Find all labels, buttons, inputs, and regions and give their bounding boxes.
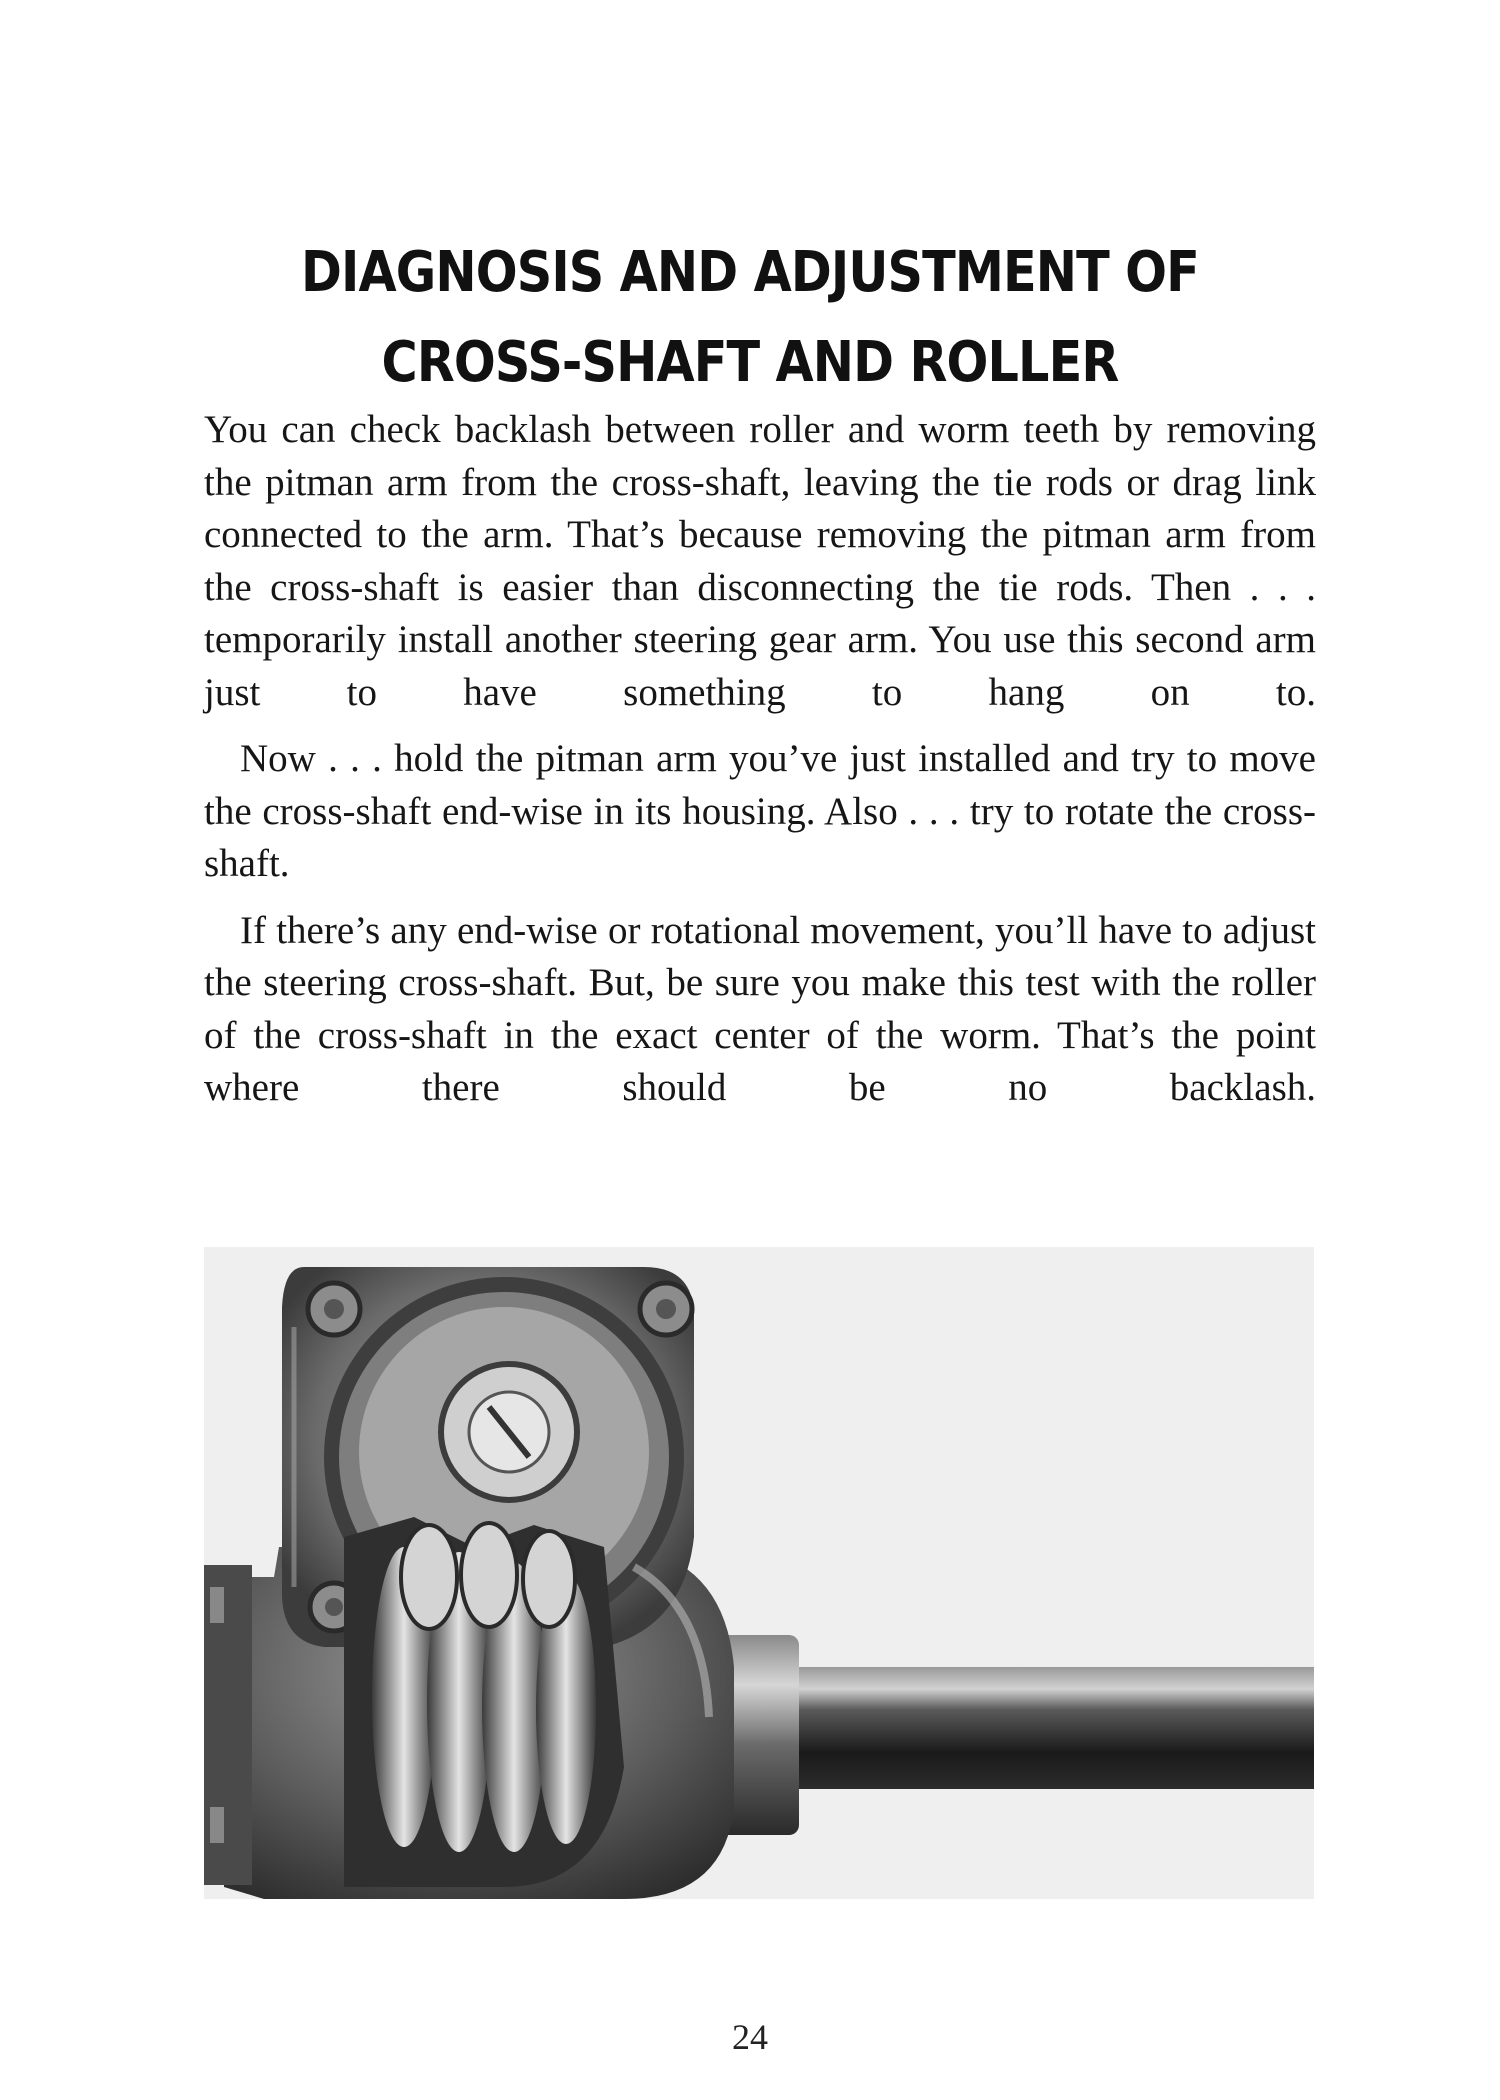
paragraph-1: You can check backlash between roller and worm teeth by removing the pitman arm from the cross-shaft, leaving the tie rods or drag link connected to the arm. That’s because removing the pitman arm from the cross-shaft is easier than disconnecting the tie rods. Then . . . temporarily install another steering gear arm. You use this second arm just to have something to hang on to. bbox=[204, 408, 1316, 714]
heading-line-2: CROSS-SHAFT AND ROLLER bbox=[381, 330, 1119, 395]
paragraph-3: If there’s any end-wise or rotational movement, you’ll have to adjust the steering cross-shaft. But, be sure you make this test with the roller of the cross-shaft in the exact center of the worm. That’s the point where there should be no backlash. bbox=[204, 908, 1316, 1109]
body-text bbox=[204, 404, 1316, 1129]
page-number: 24 bbox=[732, 2017, 768, 2057]
steering-shaft bbox=[764, 1667, 1314, 1789]
steering-gear-illustration bbox=[204, 1247, 1314, 1899]
steering-gear-photo bbox=[204, 1247, 1314, 1899]
roller bbox=[401, 1523, 575, 1629]
paragraph-2: Now . . . hold the pitman arm you’ve just installed and try to move the cross-shaft end-wise in its housing. Also . . . try to rotate the cross-shaft. bbox=[204, 737, 1316, 885]
page-heading bbox=[222, 228, 1278, 408]
heading-line-1: DIAGNOSIS AND ADJUSTMENT OF bbox=[301, 240, 1199, 305]
